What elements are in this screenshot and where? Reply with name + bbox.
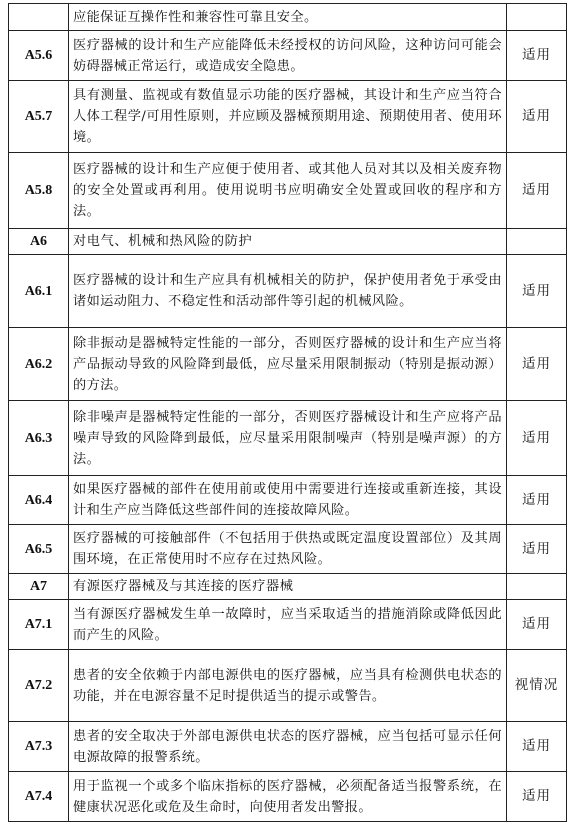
requirements-table-page [8, 3, 566, 822]
table-row [9, 650, 567, 722]
table-row [9, 722, 567, 772]
table-row [9, 525, 567, 574]
section-row [9, 229, 567, 255]
applicability-status: 适用 [507, 255, 567, 328]
table-row [9, 600, 567, 650]
requirement-text: 应能保证互操作性和兼容性可靠且安全。 [69, 4, 507, 31]
section-code: A6 [9, 229, 69, 255]
clause-code: A5.8 [9, 153, 69, 229]
section-title: 有源医疗器械及与其连接的医疗器械 [69, 574, 507, 600]
table-row [9, 476, 567, 525]
applicability-status: 适用 [507, 328, 567, 401]
requirements-table [8, 3, 567, 822]
applicability-status: 适用 [507, 81, 567, 153]
table-row [9, 31, 567, 81]
requirement-text: 患者的安全依赖于内部电源供电的医疗器械，应当具有检测供电状态的功能，并在电源容量不足时提供适当的提示或警告。 [69, 650, 507, 722]
requirement-text: 用于监视一个或多个临床指标的医疗器械，必须配备适当报警系统，在健康状况恶化或危及生命时，向使用者发出警报。 [69, 772, 507, 822]
requirement-text: 除非噪声是器械特定性能的一部分，否则医疗器械设计和生产应将产品噪声导致的风险降到最低，应尽量采用限制噪声（特别是噪声源）的方法。 [69, 401, 507, 476]
applicability-status: 适用 [507, 525, 567, 574]
applicability-status: 适用 [507, 401, 567, 476]
applicability-status [507, 229, 567, 255]
requirement-text: 医疗器械的设计和生产应能降低未经授权的访问风险，这种访问可能会妨碍器械正常运行，或造成安全隐患。 [69, 31, 507, 81]
clause-code: A6.3 [9, 401, 69, 476]
requirement-text: 当有源医疗器械发生单一故障时，应当采取适当的措施消除或降低因此而产生的风险。 [69, 600, 507, 650]
section-row [9, 574, 567, 600]
clause-code: A7.2 [9, 650, 69, 722]
table-row [9, 255, 567, 328]
applicability-status [507, 4, 567, 31]
applicability-status: 适用 [507, 722, 567, 772]
applicability-status [507, 574, 567, 600]
requirement-text: 患者的安全取决于外部电源供电状态的医疗器械，应当包括可显示任何电源故障的报警系统。 [69, 722, 507, 772]
section-code: A7 [9, 574, 69, 600]
table-row [9, 4, 567, 31]
table-row [9, 81, 567, 153]
requirement-text: 除非振动是器械特定性能的一部分，否则医疗器械的设计和生产应当将产品振动导致的风险降到最低，应尽量采用限制振动（特别是振动源）的方法。 [69, 328, 507, 401]
table-row [9, 328, 567, 401]
requirement-text: 如果医疗器械的部件在使用前或使用中需要进行连接或重新连接，其设计和生产应当降低这些部件间的连接故障风险。 [69, 476, 507, 525]
table-row [9, 401, 567, 476]
applicability-status: 适用 [507, 31, 567, 81]
clause-code: A6.1 [9, 255, 69, 328]
clause-code: A7.1 [9, 600, 69, 650]
clause-code: A5.6 [9, 31, 69, 81]
requirement-text: 医疗器械的可接触部件（不包括用于供热或既定温度设置部位）及其周围环境，在正常使用时不应存在过热风险。 [69, 525, 507, 574]
section-title: 对电气、机械和热风险的防护 [69, 229, 507, 255]
applicability-status: 适用 [507, 153, 567, 229]
table-row [9, 153, 567, 229]
requirement-text: 具有测量、监视或有数值显示功能的医疗器械，其设计和生产应当符合人体工程学/可用性原则，并应顾及器械预期用途、预期使用者、使用环境。 [69, 81, 507, 153]
requirement-text: 医疗器械的设计和生产应便于使用者、或其他人员对其以及相关废弃物的安全处置或再利用。使用说明书应明确安全处置或回收的程序和方法。 [69, 153, 507, 229]
clause-code: A7.3 [9, 722, 69, 772]
clause-code [9, 4, 69, 31]
table-row [9, 772, 567, 822]
applicability-status: 视情况 [507, 650, 567, 722]
clause-code: A5.7 [9, 81, 69, 153]
clause-code: A6.2 [9, 328, 69, 401]
clause-code: A6.5 [9, 525, 69, 574]
clause-code: A6.4 [9, 476, 69, 525]
applicability-status: 适用 [507, 476, 567, 525]
applicability-status: 适用 [507, 600, 567, 650]
requirement-text: 医疗器械的设计和生产应具有机械相关的防护，保护使用者免于承受由诸如运动阻力、不稳定性和活动部件等引起的机械风险。 [69, 255, 507, 328]
applicability-status: 适用 [507, 772, 567, 822]
clause-code: A7.4 [9, 772, 69, 822]
